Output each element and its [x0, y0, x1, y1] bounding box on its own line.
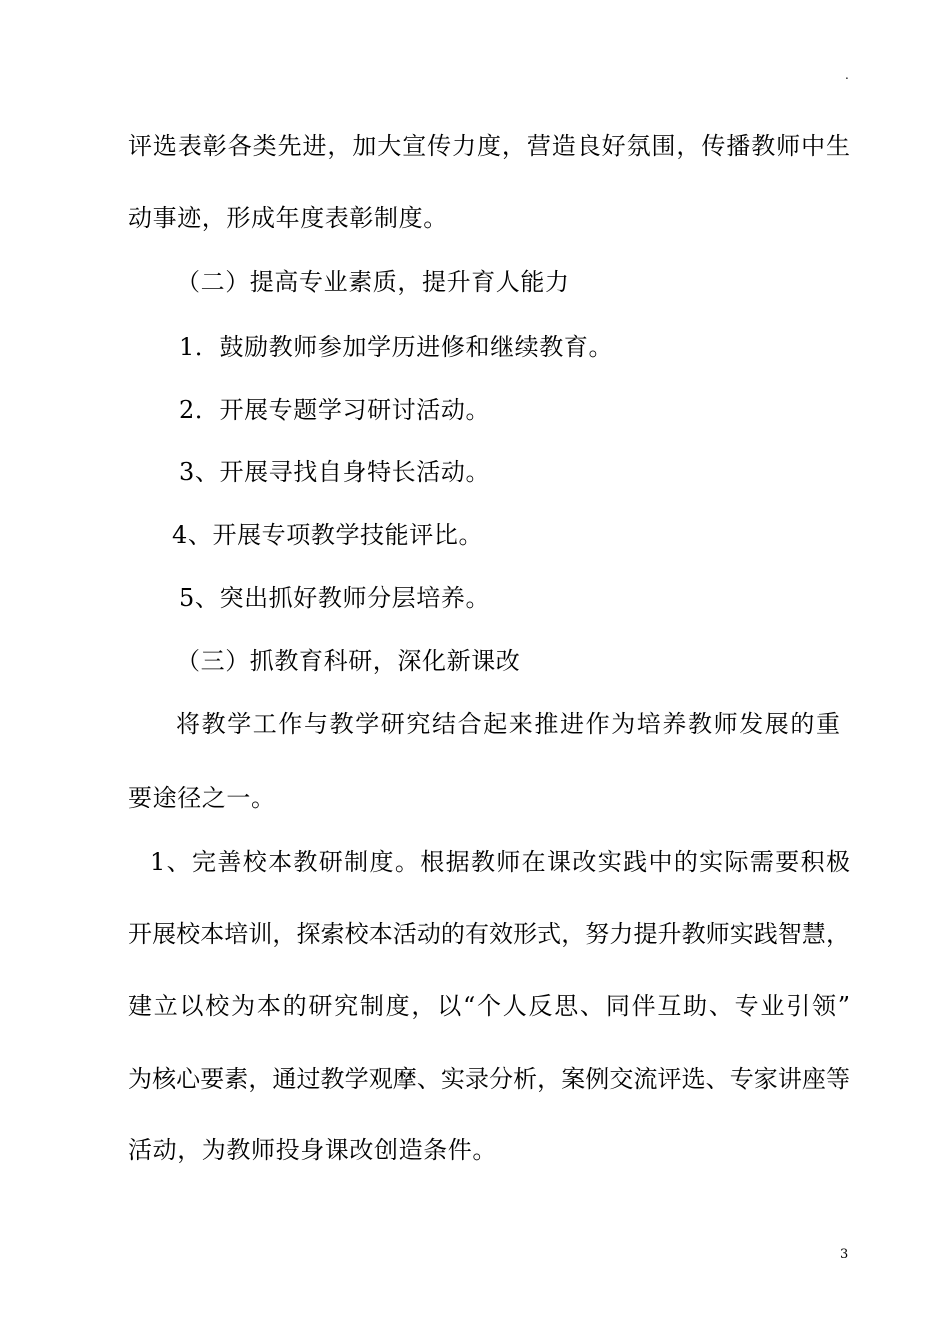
paragraph-line-2: 要途径之一。 — [128, 784, 276, 812]
list-item-1: 1．鼓励教师参加学历进修和继续教育。 — [179, 333, 614, 361]
header-mark: . — [845, 68, 849, 82]
paragraph-line-3: 1、完善校本教研制度。根据教师在课改实践中的实际需要积极 — [150, 848, 850, 876]
page-number: 3 — [840, 1247, 849, 1262]
paragraph-line-5: 建立以校为本的研究制度，以“个人反思、同伴互助、专业引领” — [128, 992, 850, 1020]
list-item-5: 5、突出抓好教师分层培养。 — [179, 584, 491, 612]
list-item-2: 2．开展专题学习研讨活动。 — [179, 396, 491, 424]
paragraph-line-7: 活动，为教师投身课改创造条件。 — [128, 1136, 497, 1164]
paragraph-line-6: 为核心要素，通过教学观摩、实录分析，案例交流评选、专家讲座等 — [128, 1065, 850, 1093]
paragraph-line-1: 将教学工作与教学研究结合起来推进作为培养教师发展的重 — [176, 710, 840, 738]
text-line-1: 评选表彰各类先进，加大宣传力度，营造良好氛围，传播教师中生 — [128, 132, 850, 160]
list-item-3: 3、开展寻找自身特长活动。 — [179, 458, 491, 486]
paragraph-line-4: 开展校本培训，探索校本活动的有效形式，努力提升教师实践智慧， — [128, 920, 850, 948]
list-item-4: 4、开展专项教学技能评比。 — [172, 521, 484, 549]
section-heading-2: （二）提高专业素质，提升育人能力 — [176, 268, 570, 296]
text-line-2: 动事迹，形成年度表彰制度。 — [128, 204, 448, 232]
section-heading-3: （三）抓教育科研，深化新课改 — [176, 647, 521, 675]
